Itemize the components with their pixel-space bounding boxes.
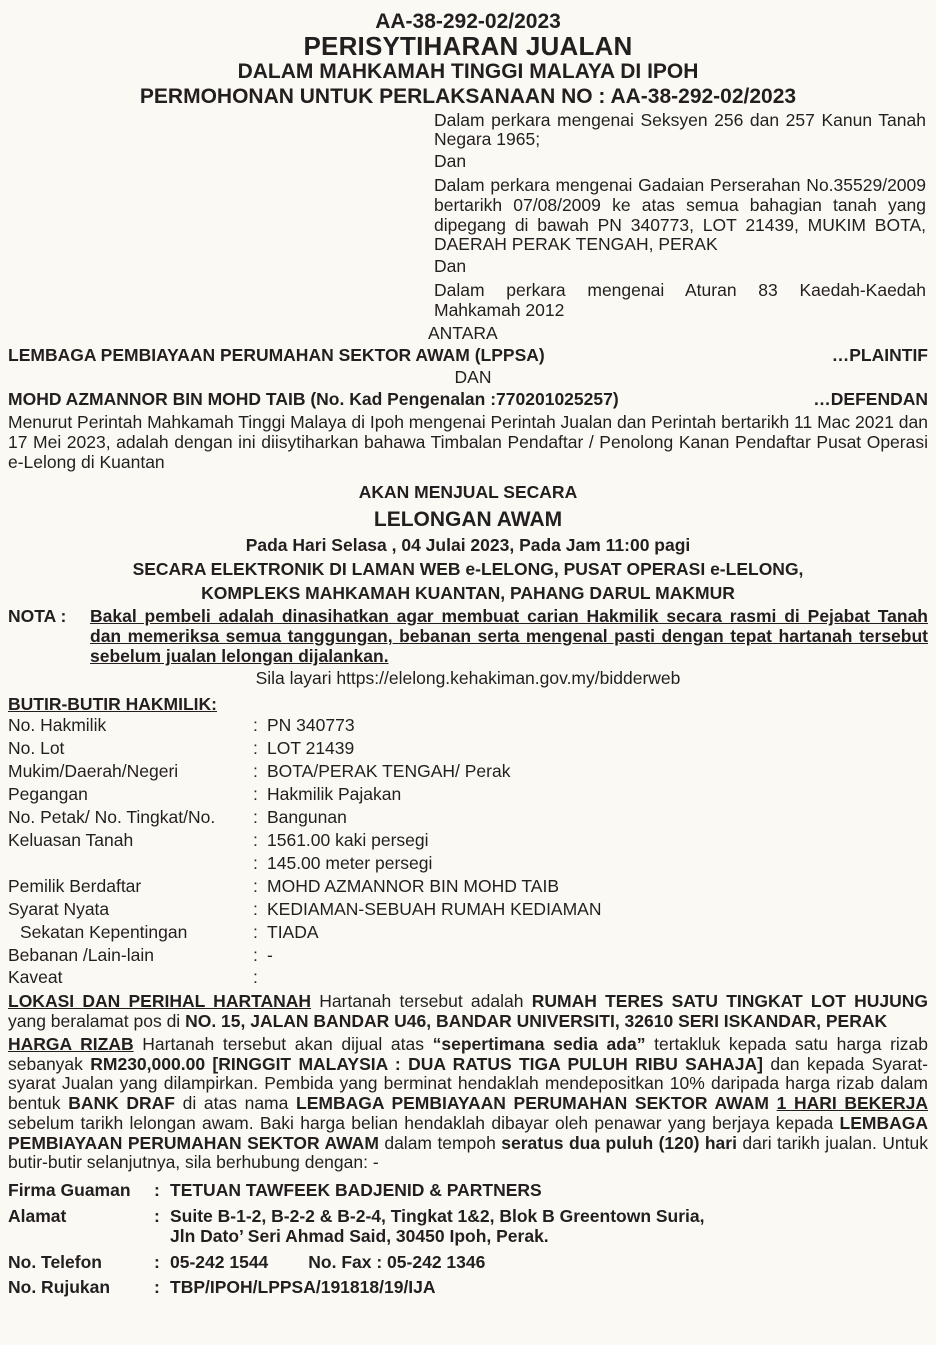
- sale-line-1: AKAN MENJUAL SECARA: [358, 481, 578, 502]
- plaintiff-role: …PLAINTIF: [831, 345, 928, 366]
- row-label: Keluasan Tanah: [8, 829, 134, 850]
- reference-colon: :: [154, 1277, 160, 1298]
- deposit-deadline: 1 HARI BEKERJA: [776, 1093, 928, 1114]
- row-label: Pemilik Berdaftar: [8, 875, 142, 896]
- row-colon: :: [253, 784, 258, 805]
- title-row: [8, 783, 928, 806]
- row-value: Hakmilik Pajakan: [267, 784, 402, 805]
- sale-date: Pada Hari Selasa , 04 Julai 2023, Pada Jam 11:00 pagi: [245, 535, 691, 556]
- row-colon: :: [253, 898, 258, 919]
- parties-and: DAN: [454, 366, 492, 387]
- location-text: Hartanah tersebut adalah: [311, 991, 532, 1012]
- payment-period: seratus dua puluh (120) hari: [501, 1132, 737, 1153]
- as-is-phrase: “sepertimana sedia ada”: [432, 1033, 646, 1054]
- reserve-text: dalam tempoh: [378, 1132, 502, 1153]
- sale-line-2: LELONGAN AWAM: [373, 508, 563, 532]
- reference-label: No. Rujukan: [8, 1277, 111, 1298]
- row-label: Bebanan /Lain-lain: [8, 944, 154, 965]
- title-row: [8, 714, 928, 737]
- row-colon: :: [253, 944, 258, 965]
- title-details-heading: BUTIR-BUTIR HAKMILIK:: [8, 693, 217, 714]
- title-row: [8, 875, 928, 898]
- sale-line-4: SECARA ELEKTRONIK DI LAMAN WEB e-LELONG, PUSAT OPERASI e-LELONG,: [132, 558, 804, 579]
- payee-name: LEMBAGA PEMBIAYAAN PERUMAHAN SEKTOR AWAM: [296, 1093, 769, 1114]
- visit-website-text: Sila layari https://elelong.kehakiman.gov.my/bidderweb: [255, 667, 681, 688]
- location-text: yang beralamat pos di: [8, 1011, 186, 1032]
- location-heading: LOKASI DAN PERIHAL HARTANAH: [8, 991, 312, 1012]
- reserve-text: dari tarikh jualan. Untuk butir-butir selanjutnya, sila berhubung dengan: -: [8, 1132, 928, 1173]
- sale-announcement: [8, 483, 928, 604]
- row-label: No. Lot: [8, 738, 65, 759]
- row-label: [8, 852, 253, 875]
- title-details-table: [8, 714, 928, 989]
- row-label: Kaveat: [8, 967, 63, 988]
- property-type: RUMAH TERES SATU TINGKAT LOT HUJUNG: [531, 991, 928, 1012]
- location-paragraph: [8, 992, 928, 1032]
- row-label: Syarat Nyata: [8, 898, 110, 919]
- phone-label: No. Telefon: [8, 1251, 102, 1272]
- title-row: [8, 760, 928, 783]
- row-value: [267, 966, 928, 989]
- plaintiff-name: LEMBAGA PEMBIAYAAN PERUMAHAN SEKTOR AWAM (LPPSA): [8, 345, 545, 366]
- nota-block: [8, 607, 928, 666]
- reserve-text: [769, 1093, 777, 1113]
- matter-and-1: Dan: [434, 151, 467, 172]
- row-colon: :: [253, 738, 258, 759]
- court-name: DALAM MAHKAMAH TINGGI MALAYA DI IPOH: [237, 60, 699, 84]
- reserve-text: di atas nama: [174, 1093, 296, 1114]
- title-row: [8, 898, 928, 921]
- nota-label: NOTA :: [8, 606, 67, 627]
- sale-line-5: KOMPLEKS MAHKAMAH KUANTAN, PAHANG DARUL MAKMUR: [201, 582, 735, 603]
- title-row: [8, 806, 928, 829]
- phone-number: 05-242 1544: [170, 1251, 269, 1272]
- address-line-1: Suite B-1-2, B-2-2 & B-2-4, Tingkat 1&2, Blok B Greentown Suria,: [170, 1206, 705, 1227]
- defendant-row: [8, 390, 928, 410]
- title-row: [8, 737, 928, 760]
- row-value: BOTA/PERAK TENGAH/ Perak: [267, 761, 511, 782]
- row-value: PN 340773: [267, 715, 355, 736]
- row-value: LOT 21439: [267, 738, 355, 759]
- row-value: 1561.00 kaki persegi: [267, 829, 429, 850]
- payee-name-2: LEMBAGA PEMBIAYAAN PERUMAHAN SEKTOR AWAM: [8, 1112, 928, 1153]
- row-colon: :: [253, 921, 258, 942]
- law-firm-block: [8, 1181, 928, 1298]
- title-row: [8, 921, 928, 944]
- address-label: Alamat: [8, 1206, 67, 1227]
- property-address: NO. 15, JALAN BANDAR U46, BANDAR UNIVERSITI, 32610 SERI ISKANDAR, PERAK: [185, 1011, 888, 1032]
- reference-row: [8, 1278, 928, 1298]
- row-label: Mukim/Daerah/Negeri: [8, 761, 179, 782]
- plaintiff-row: [8, 346, 928, 366]
- firm-name: TETUAN TAWFEEK BADJENID & PARTNERS: [170, 1180, 542, 1201]
- row-colon: :: [253, 852, 258, 873]
- row-colon: :: [253, 761, 258, 782]
- reserve-text: Hartanah tersebut akan dijual atas: [133, 1033, 433, 1054]
- address-line-2: Jln Dato’ Seri Ahmad Said, 30450 Ipoh, Perak.: [170, 1225, 549, 1246]
- address-value: [170, 1207, 928, 1247]
- row-label: No. Hakmilik: [8, 715, 107, 736]
- firm-label: Firma Guaman: [8, 1180, 131, 1201]
- address-colon: :: [154, 1206, 160, 1227]
- firm-colon: :: [154, 1180, 160, 1201]
- row-label: No. Petak/ No. Tingkat/No.: [8, 806, 216, 827]
- defendant-name: MOHD AZMANNOR BIN MOHD TAIB (No. Kad Pengenalan :770201025257): [8, 388, 619, 409]
- reserve-price-heading: HARGA RIZAB: [8, 1033, 134, 1054]
- phone-colon: :: [154, 1251, 160, 1272]
- address-row: [8, 1207, 928, 1247]
- case-reference: AA-38-292-02/2023: [375, 10, 561, 33]
- intro-paragraph: Menurut Perintah Mahkamah Tinggi Malaya di Ipoh mengenai Perintah Jualan dan Perintah bertarikh 11 Mac 2021 dan 17 Mei 2023, adalah dengan ini diisytiharkan bahawa Timbalan Pendaftar / Penolong Kanan Pendaftar Pusat Operasi e-Lelong di Kuantan: [8, 412, 928, 472]
- row-colon: :: [253, 806, 258, 827]
- reserve-text: dan kepada Syarat-syarat Jualan yang dilampirkan. Pembida yang berminat hendaklah mendepositkan 10% daripada harga rizab dalam bentuk: [8, 1053, 928, 1114]
- title-row: [8, 829, 928, 852]
- row-value: TIADA: [267, 921, 319, 942]
- between-label: ANTARA: [428, 323, 498, 344]
- row-colon: :: [253, 875, 258, 896]
- nota-text: Bakal pembeli adalah dinasihatkan agar membuat carian Hakmilik secara rasmi di Pejabat Tanah dan memeriksa semua tanggungan, bebanan serta mengenal pasti dengan tepat hartanah tersebut sebelum jualan lelongan dijalankan.: [90, 606, 928, 666]
- matter-3: Dalam perkara mengenai Aturan 83 Kaedah-Kaedah Mahkamah 2012: [434, 279, 926, 320]
- title-row: [8, 944, 928, 967]
- row-label: Pegangan: [8, 784, 88, 805]
- defendant-role: …DEFENDAN: [813, 388, 928, 409]
- title-row: [8, 966, 928, 989]
- title-row: [8, 852, 928, 875]
- matter-and-2: Dan: [434, 256, 467, 277]
- phone-value-group: [170, 1253, 928, 1273]
- reserve-price-amount: RM230,000.00 [RINGGIT MALAYSIA : DUA RATUS TIGA PULUH RIBU SAHAJA]: [90, 1053, 763, 1074]
- matters-block: [434, 111, 926, 321]
- sale-proclamation: [8, 0, 928, 1298]
- phone-row: [8, 1253, 928, 1273]
- fax-number: No. Fax : 05-242 1346: [308, 1251, 486, 1272]
- matter-1: Dalam perkara mengenai Seksyen 256 dan 257 Kanun Tanah Negara 1965;: [434, 109, 926, 150]
- row-value: MOHD AZMANNOR BIN MOHD TAIB: [267, 875, 560, 896]
- reference-number: TBP/IPOH/LPPSA/191818/19/IJA: [170, 1277, 436, 1298]
- row-label: Sekatan Kepentingan: [20, 921, 188, 942]
- row-value: Bangunan: [267, 806, 347, 827]
- firm-row: [8, 1181, 928, 1201]
- row-colon: :: [253, 967, 258, 988]
- bank-draft-text: BANK DRAF: [68, 1093, 175, 1114]
- row-colon: :: [253, 715, 258, 736]
- application-number: PERMOHONAN UNTUK PERLAKSANAAN NO : AA-38-292-02/2023: [139, 84, 797, 108]
- reserve-text: tertakluk kepada satu harga rizab sebanyak: [8, 1033, 929, 1074]
- page-title: PERISYTIHARAN JUALAN: [303, 31, 633, 62]
- reserve-text: sebelum tarikh lelongan awam. Baki harga belian hendaklah dibayar oleh penawar yang berjaya kepada: [8, 1112, 840, 1133]
- reserve-price-paragraph: [8, 1035, 928, 1173]
- row-colon: :: [253, 829, 258, 850]
- row-value: 145.00 meter persegi: [267, 852, 433, 873]
- matter-2: Dalam perkara mengenai Gadaian Perserahan No.35529/2009 bertarikh 07/08/2009 ke atas semua bahagian tanah yang dipegang di bawah PN 340773, LOT 21439, MUKIM BOTA, DAERAH PERAK TENGAH, PERAK: [434, 174, 926, 255]
- row-value: KEDIAMAN-SEBUAH RUMAH KEDIAMAN: [267, 898, 602, 919]
- row-value: -: [267, 944, 273, 965]
